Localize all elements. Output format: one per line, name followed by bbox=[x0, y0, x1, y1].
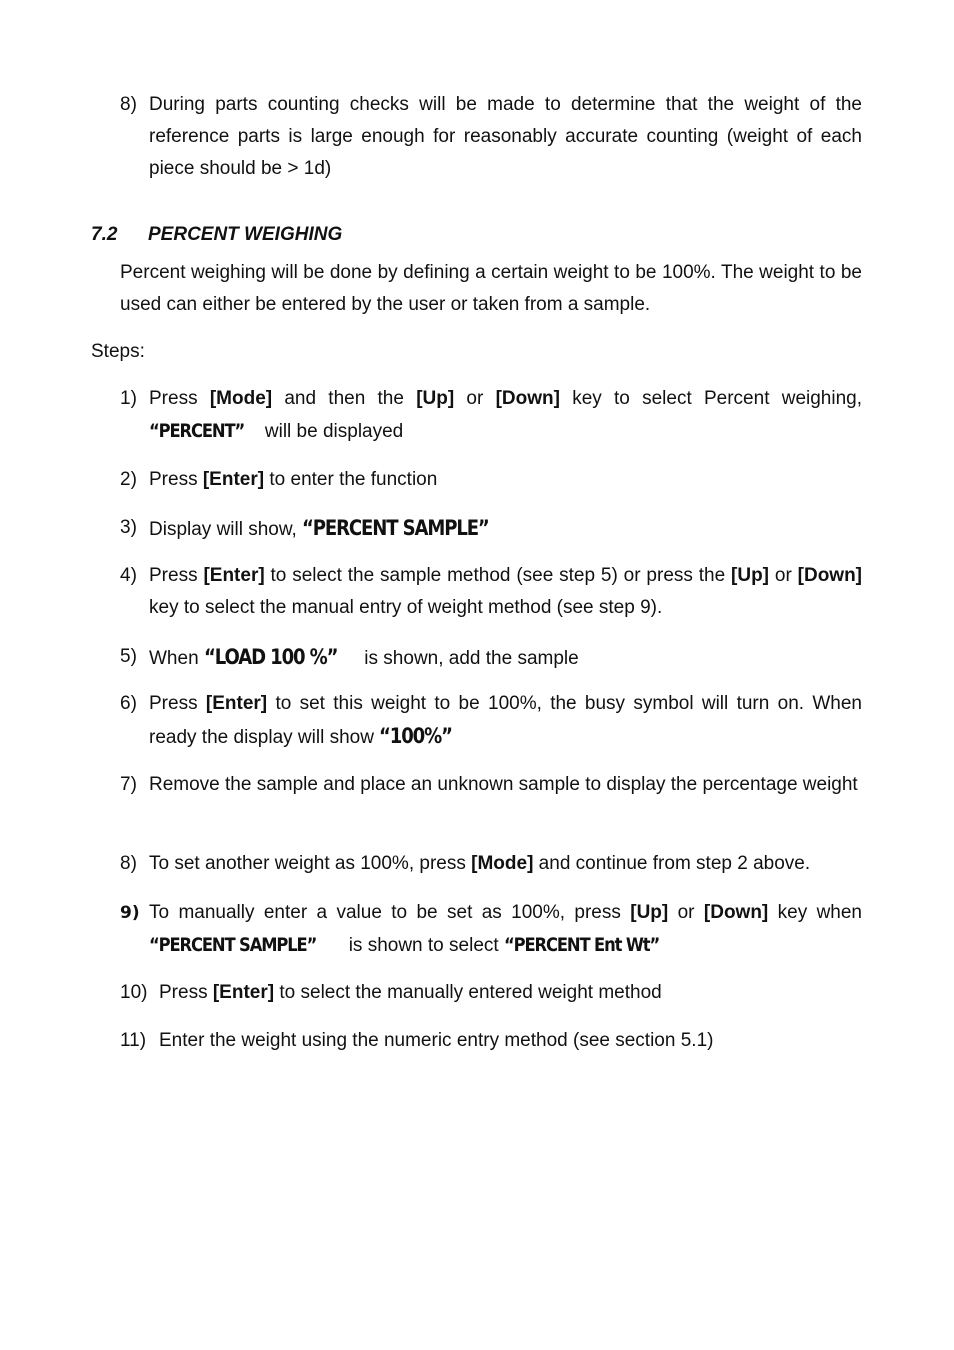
key-mode: [Mode] bbox=[471, 853, 534, 874]
step-11 bbox=[120, 1025, 862, 1057]
list-text: Press [Enter] to select the sample method (see step 5) or press the [Up] or [Down] key to select the manual entry of weight method (see step 9). bbox=[149, 565, 863, 618]
list-number: 4) bbox=[120, 565, 137, 586]
key-down: [Down] bbox=[495, 388, 560, 409]
section-number: 7.2 bbox=[91, 224, 118, 245]
list-text: During parts counting checks will be made to determine that the weight of the reference parts is large enough for reasonably accurate counting (weight of each piece should be > 1d) bbox=[149, 94, 862, 179]
key-down: [Down] bbox=[703, 902, 769, 923]
key-up: [Up] bbox=[416, 388, 455, 409]
display-text: “PERCENT” bbox=[149, 420, 245, 442]
list-text: To set another weight as 100%, press [Mode] and continue from step 2 above. bbox=[149, 853, 811, 874]
step-7 bbox=[120, 769, 862, 801]
step-8 bbox=[120, 848, 862, 880]
step-4 bbox=[120, 560, 862, 624]
list-number: 7) bbox=[120, 774, 137, 795]
section-heading bbox=[91, 219, 342, 251]
list-text: Remove the sample and place an unknown sample to display the percentage weight bbox=[149, 774, 858, 795]
step-5 bbox=[120, 641, 862, 675]
key-up: [Up] bbox=[731, 565, 770, 586]
list-number: 1) bbox=[120, 388, 137, 409]
list-number: 2) bbox=[120, 469, 137, 490]
list-text: Press [Enter] to set this weight to be 100%, the busy symbol will turn on. When ready the display will show “100%” bbox=[149, 688, 862, 754]
key-enter: [Enter] bbox=[212, 982, 275, 1003]
display-text: “PERCENT Ent Wt” bbox=[503, 934, 660, 956]
key-mode: [Mode] bbox=[209, 388, 273, 409]
key-down: [Down] bbox=[797, 565, 863, 586]
list-number: 9) bbox=[120, 903, 140, 923]
list-number: 10) bbox=[120, 982, 148, 1003]
display-text: “PERCENT SAMPLE” bbox=[149, 934, 317, 956]
list-number: 11) bbox=[120, 1030, 147, 1051]
step-9 bbox=[120, 897, 862, 962]
step-2 bbox=[120, 464, 862, 496]
display-text: “PERCENT SAMPLE” bbox=[302, 516, 489, 540]
list-text: Enter the weight using the numeric entry method (see section 5.1) bbox=[159, 1030, 714, 1051]
list-text: Display will show, “PERCENT SAMPLE” bbox=[149, 512, 862, 546]
key-up: [Up] bbox=[630, 902, 669, 923]
list-number: 3) bbox=[120, 517, 137, 538]
list-number: 8) bbox=[120, 94, 137, 115]
list-number: 5) bbox=[120, 646, 137, 667]
list-text: When “LOAD 100 %” is shown, add the sample bbox=[149, 641, 862, 675]
step-6 bbox=[120, 688, 862, 754]
list-text: Press [Mode] and then the [Up] or [Down] key to select Percent weighing, “PERCENT” will be displayed bbox=[149, 383, 862, 448]
list-item-counting-check bbox=[120, 89, 862, 185]
list-text: Press [Enter] to enter the function bbox=[149, 469, 438, 490]
section-title: PERCENT WEIGHING bbox=[148, 224, 343, 245]
step-3 bbox=[120, 512, 862, 546]
list-text: Press [Enter] to select the manually entered weight method bbox=[159, 982, 662, 1003]
list-number: 6) bbox=[120, 693, 137, 714]
step-10 bbox=[120, 977, 862, 1009]
section-intro: Percent weighing will be done by defining a certain weight to be 100%. The weight to be used can either be entered by the user or taken from a sample. bbox=[120, 262, 862, 315]
list-text: To manually enter a value to be set as 100%, press [Up] or [Down] key when “PERCENT SAMPLE” is shown to select “PERCENT Ent Wt” bbox=[149, 897, 862, 962]
display-text: “100%” bbox=[379, 724, 453, 748]
key-enter: [Enter] bbox=[202, 469, 265, 490]
list-number: 8) bbox=[120, 853, 137, 874]
display-text: “LOAD 100 %” bbox=[203, 645, 338, 669]
steps-label: Steps: bbox=[91, 341, 145, 362]
key-enter: [Enter] bbox=[205, 693, 268, 714]
key-enter: [Enter] bbox=[203, 565, 265, 586]
step-1 bbox=[120, 383, 862, 448]
